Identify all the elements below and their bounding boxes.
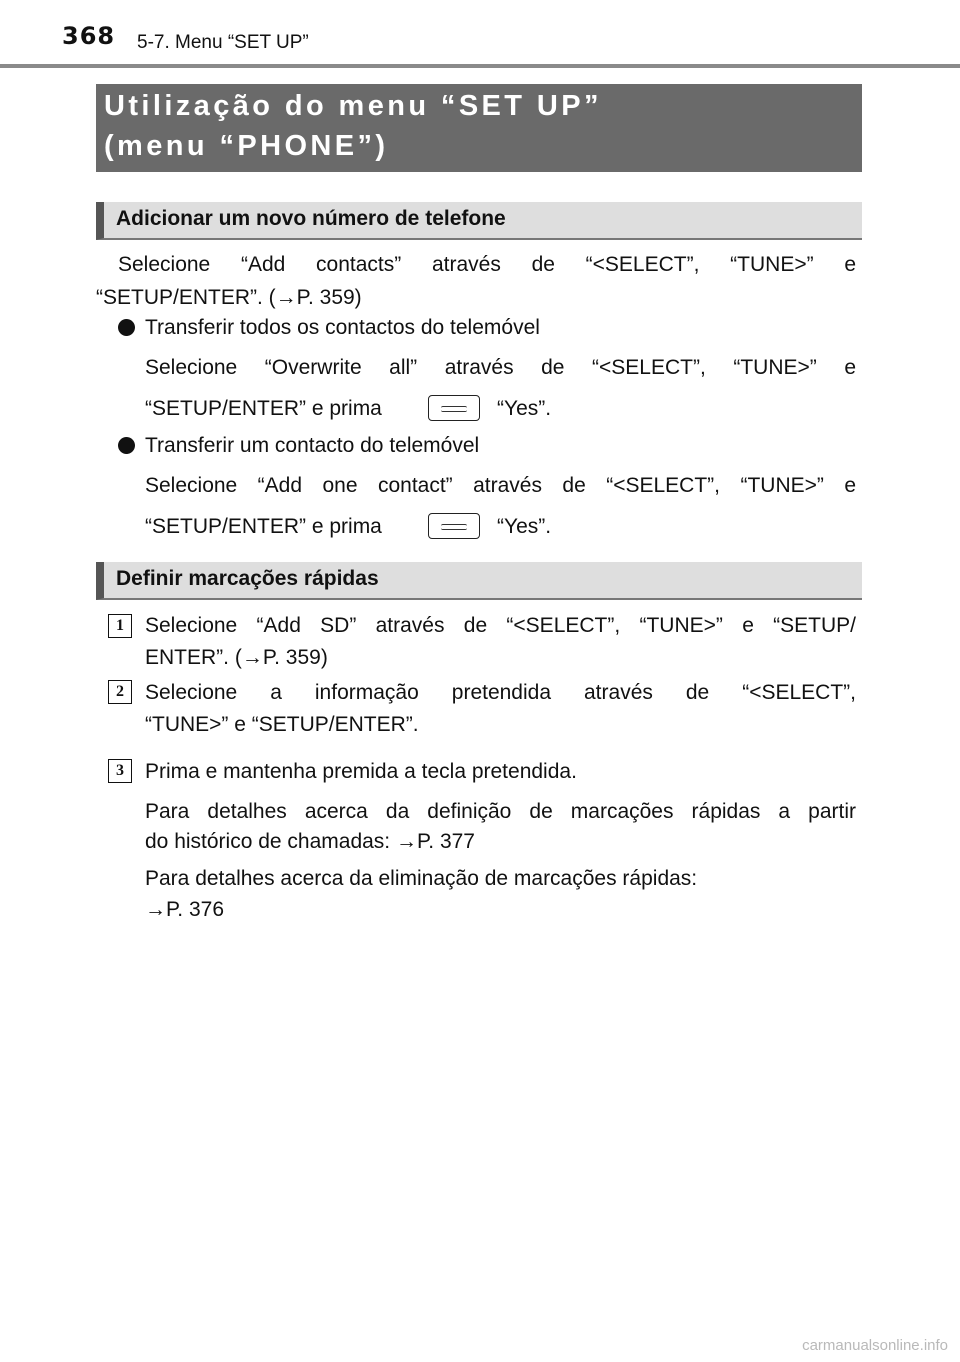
bullet-2-line2b: “Yes”. bbox=[497, 515, 552, 538]
section-heading-add-number bbox=[96, 202, 862, 240]
page-title-box bbox=[96, 84, 862, 172]
page-title-line2: (menu “PHONE”) bbox=[104, 130, 389, 162]
step-2-line2: “TUNE>” e “SETUP/ENTER”. bbox=[145, 713, 419, 736]
note-2-line2: →P. 376 bbox=[145, 898, 225, 921]
bullet-1-line1: Selecione “Overwrite all” através de “<SELECT”, “TUNE>” e bbox=[145, 356, 856, 379]
intro-line-2: “SETUP/ENTER”. (→P. 359) bbox=[96, 286, 362, 309]
bullet-1-line2a: “SETUP/ENTER” e prima bbox=[145, 397, 382, 420]
bullet-icon bbox=[118, 437, 135, 454]
step-number-badge: 3 bbox=[108, 759, 132, 783]
step-number-badge: 2 bbox=[108, 680, 132, 704]
page-header bbox=[0, 0, 960, 68]
button-icon bbox=[428, 395, 480, 421]
bullet-1-line2b: “Yes”. bbox=[497, 397, 552, 420]
bullet-2-title: Transferir um contacto do telemóvel bbox=[145, 434, 480, 457]
section-heading-text: Definir marcações rápidas bbox=[116, 567, 379, 590]
section-heading-speed-dial bbox=[96, 562, 862, 600]
page-title-line1: Utilização do menu “SET UP” bbox=[104, 90, 602, 122]
step-number-badge: 1 bbox=[108, 614, 132, 638]
step-3-line1: Prima e mantenha premida a tecla pretendida. bbox=[145, 760, 577, 783]
bullet-icon bbox=[118, 319, 135, 336]
header-divider bbox=[0, 64, 960, 68]
watermark: carmanualsonline.info bbox=[802, 1337, 948, 1354]
bullet-2-line1: Selecione “Add one contact” através de “<SELECT”, “TUNE>” e bbox=[145, 474, 856, 497]
intro-line-1: Selecione “Add contacts” através de “<SELECT”, “TUNE>” e bbox=[118, 253, 856, 276]
step-2-line1: Selecione a informação pretendida através de “<SELECT”, bbox=[145, 681, 856, 704]
step-1-line2: ENTER”. (→P. 359) bbox=[145, 646, 328, 669]
note-1-line2: do histórico de chamadas: →P. 377 bbox=[145, 830, 475, 853]
section-reference: 5-7. Menu “SET UP” bbox=[137, 32, 309, 53]
button-icon bbox=[428, 513, 480, 539]
bullet-2-line2a: “SETUP/ENTER” e prima bbox=[145, 515, 382, 538]
bullet-1-title: Transferir todos os contactos do telemóvel bbox=[145, 316, 540, 339]
note-2-line1: Para detalhes acerca da eliminação de marcações rápidas: bbox=[145, 867, 698, 890]
step-1-line1: Selecione “Add SD” através de “<SELECT”, “TUNE>” e “SETUP/ bbox=[145, 614, 856, 637]
page-number: 368 bbox=[62, 22, 116, 50]
section-heading-text: Adicionar um novo número de telefone bbox=[116, 207, 506, 230]
note-1-line1: Para detalhes acerca da definição de marcações rápidas a partir bbox=[145, 800, 856, 823]
